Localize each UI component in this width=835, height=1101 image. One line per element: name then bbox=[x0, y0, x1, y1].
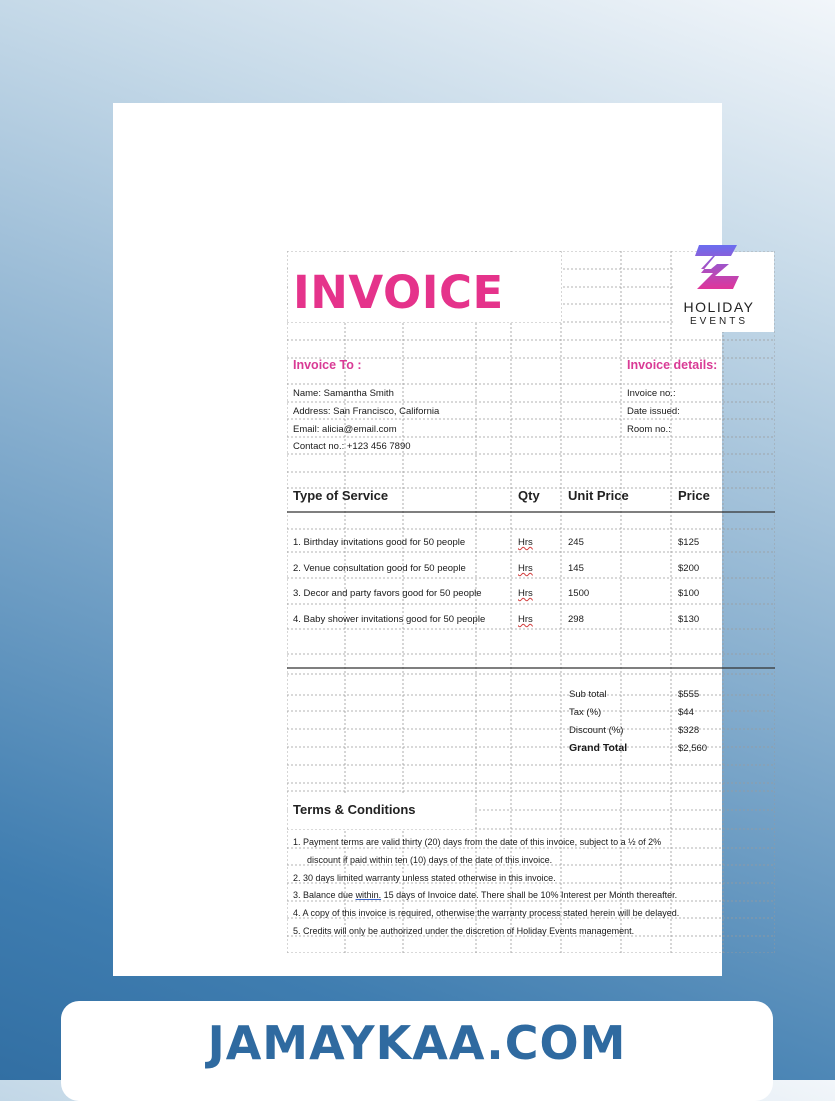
item-price: $100 bbox=[678, 588, 700, 599]
customer-address: Address: San Francisco, California bbox=[293, 406, 440, 417]
logo-line-2: EVENTS bbox=[689, 316, 748, 327]
terms-item bbox=[293, 889, 677, 901]
discount-label: Discount (%) bbox=[569, 725, 624, 736]
site-banner bbox=[61, 1001, 773, 1101]
invoice-to-heading: Invoice To : bbox=[293, 358, 362, 372]
item-qty: Hrs bbox=[518, 588, 533, 599]
invoice-title: INVOICE bbox=[293, 266, 504, 319]
terms-item: 2. 30 days limited warranty unless stated otherwise in this invoice. bbox=[293, 873, 556, 883]
subtotal-label: Sub total bbox=[569, 689, 607, 700]
date-issued-label: Date issued: bbox=[627, 406, 680, 417]
holiday-events-logo bbox=[671, 243, 767, 333]
item-qty: Hrs bbox=[518, 614, 533, 625]
item-unit-price: 145 bbox=[568, 563, 584, 574]
customer-contact: Contact no.: +123 456 7890 bbox=[293, 441, 411, 452]
item-price: $130 bbox=[678, 614, 700, 625]
terms-item-underlined-word: within. bbox=[355, 890, 382, 900]
header-service: Type of Service bbox=[293, 488, 389, 503]
tax-value: $44 bbox=[678, 707, 694, 718]
terms-item: discount if paid within ten (10) days of the date of this invoice. bbox=[307, 855, 553, 865]
room-number-label: Room no.: bbox=[627, 424, 671, 435]
terms-item: 1. Payment terms are valid thirty (20) days from the date of this invoice, subject to a ½ of 2% bbox=[293, 837, 662, 847]
item-unit-price: 298 bbox=[568, 614, 584, 625]
header-qty: Qty bbox=[518, 488, 540, 503]
item-price: $125 bbox=[678, 537, 700, 548]
customer-email: Email: alicia@email.com bbox=[293, 424, 397, 435]
item-service: 2. Venue consultation good for 50 people bbox=[293, 563, 466, 574]
customer-name: Name: Samantha Smith bbox=[293, 388, 394, 399]
header-price: Price bbox=[678, 488, 710, 503]
tax-label: Tax (%) bbox=[569, 707, 602, 718]
invoice-number-label: Invoice no.: bbox=[627, 388, 676, 399]
grand-total-label: Grand Total bbox=[569, 742, 628, 754]
terms-item: 4. A copy of this invoice is required, otherwise the warranty process stated herein will be delayed. bbox=[293, 908, 680, 918]
subtotal-value: $555 bbox=[678, 689, 700, 700]
invoice-page bbox=[113, 103, 755, 976]
item-service: 1. Birthday invitations good for 50 people bbox=[293, 537, 466, 548]
grand-total-value: $2,560 bbox=[678, 743, 708, 754]
header-unit-price: Unit Price bbox=[568, 488, 629, 503]
item-unit-price: 245 bbox=[568, 537, 584, 548]
item-service: 3. Decor and party favors good for 50 people bbox=[293, 588, 482, 599]
item-service: 4. Baby shower invitations good for 50 people bbox=[293, 614, 486, 625]
item-qty: Hrs bbox=[518, 563, 533, 574]
terms-item-part: 15 days of Invoice date. There shall be 10% Interest per Month thereafter. bbox=[381, 890, 678, 900]
terms-heading: Terms & Conditions bbox=[293, 802, 416, 817]
item-unit-price: 1500 bbox=[568, 588, 590, 599]
logo-line-1: HOLIDAY bbox=[683, 299, 755, 315]
invoice-sheet bbox=[287, 251, 775, 953]
item-price: $200 bbox=[678, 563, 700, 574]
discount-value: $328 bbox=[678, 725, 700, 736]
terms-item: 5. Credits will only be authorized under the discretion of Holiday Events management. bbox=[293, 926, 635, 936]
item-qty: Hrs bbox=[518, 537, 533, 548]
z-e-monogram-icon bbox=[671, 243, 767, 299]
site-banner-text: JAMAYKAA.COM bbox=[207, 1016, 627, 1070]
invoice-details-heading: Invoice details: bbox=[627, 358, 718, 372]
terms-item-part: 3. Balance due bbox=[293, 890, 356, 900]
